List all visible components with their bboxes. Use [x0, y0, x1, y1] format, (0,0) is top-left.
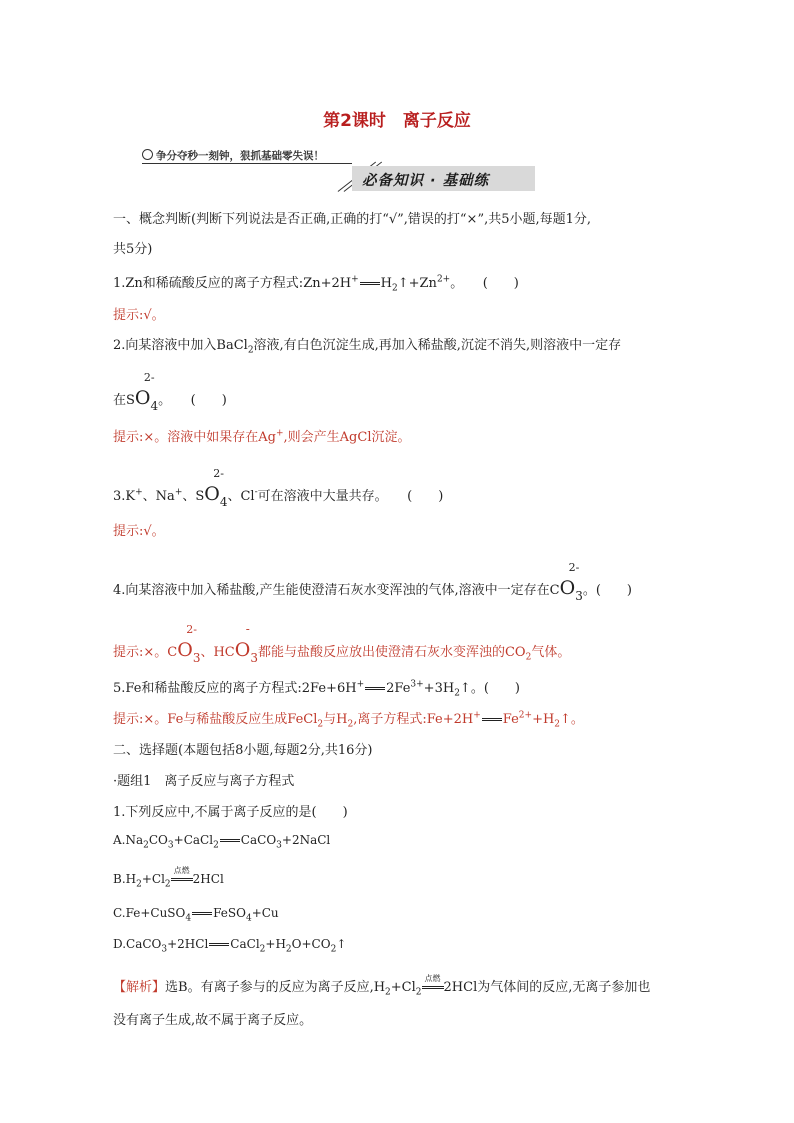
q1-stem: 1.Zn和稀硫酸反应的离子方程式:Zn+2H+ $H_2↑+Zn^{2+}$。 ( )	[113, 274, 519, 294]
mc1-option-b: $B.H_2+Cl_2$ 点燃 2HCl	[113, 866, 224, 890]
q4-hint: 提示:×。CO 2- 3、HCO - 3都能与盐酸反应放出使澄清石灰水变浑浊的$CO_2$气体。	[113, 622, 571, 665]
section-banner: 必备知识 · 基础练	[362, 173, 490, 189]
clock-icon	[142, 149, 153, 160]
equals-arrow-icon	[209, 943, 229, 946]
carbonate-ion: O 2- 3	[177, 623, 201, 665]
equals-arrow-icon	[220, 839, 240, 842]
mc1-stem: 1.下列反应中,不属于离子反应的是( )	[113, 805, 348, 820]
q5-stem: 5.Fe和稀盐酸反应的离子方程式:2Fe+6H+ $2Fe^{3+}+3H_2↑$。( )	[113, 679, 520, 699]
section1-heading-cont: 共5分)	[113, 242, 153, 257]
mc1-option-a: $A.Na_2CO_3+CaCl_2$ CaCO$_3$+2NaCl	[113, 833, 331, 851]
bicarbonate-ion: O - 3	[234, 622, 258, 665]
equals-arrow-icon	[365, 687, 385, 690]
q2-stem: 2.向某溶液中加入BaCl$_2$溶液,有白色沉淀生成,再加入稀盐酸,沉淀不消失,则溶液中一定存	[113, 338, 622, 356]
mc1-option-d: D.CaCO$_3$+2HCl $CaCl_2+H_2O+CO_2↑$	[113, 937, 347, 955]
slogan-text: 争分夺秒一刻钟，狠抓基础零失误！	[156, 150, 324, 162]
q1-hint: 提示:√。	[113, 308, 165, 323]
q5-hint: 提示:×。Fe与稀盐酸反应生成FeCl$_2$与$H_2$,离子方程式:Fe+2H+ $Fe^{2+}+H_2↑$。	[113, 710, 584, 730]
q2-hint: 提示:×。溶液中如果存在Ag+,则会产生AgCl沉淀。	[113, 428, 411, 445]
q4-stem: 4.向某溶液中加入稀盐酸,产生能使澄清石灰水变浑浊的气体,溶液中一定存在CO 2- 3。( )	[113, 561, 632, 603]
ignite-arrow-icon: 点燃	[422, 986, 444, 989]
analysis-label: 【解析】	[113, 980, 166, 995]
equals-arrow-icon	[482, 718, 502, 721]
mc1-analysis-cont: 没有离子生成,故不属于离子反应。	[113, 1013, 313, 1028]
mc1-analysis: 【解析】选B。有离子参与的反应为离子反应$,H_2+Cl_2$ 点燃 2HCl为气体间的反应,无离子参加也	[113, 974, 651, 998]
page-title: 第2课时 离子反应	[323, 111, 471, 131]
q3-hint: 提示:√。	[113, 524, 165, 539]
slogan	[142, 148, 324, 163]
q2-stem-cont: 在SO 2- 4。 ( )	[113, 371, 227, 413]
banner-divider	[142, 163, 352, 164]
section1-heading: 一、概念判断(判断下列说法是否正确,正确的打“√”,错误的打“×”,共5小题,每题1分,	[113, 212, 592, 227]
group1-heading: ·题组1 离子反应与离子方程式	[113, 774, 295, 789]
q3-stem: 3.K+、Na+、SO 2- 4、Cl-可在溶液中大量共存。 ( )	[113, 467, 444, 509]
carbonate-ion: O 2- 3	[559, 561, 583, 603]
equals-arrow-icon	[192, 912, 212, 915]
section2-heading: 二、选择题(本题包括8小题,每题2分,共16分)	[113, 743, 373, 758]
ignite-arrow-icon: 点燃	[171, 878, 193, 881]
sulfate-ion: O 2- 4	[134, 371, 159, 413]
sulfate-ion: O 2- 4	[204, 467, 228, 509]
equals-arrow-icon	[360, 282, 380, 285]
mc1-option-c: C.Fe+CuSO$_4$ FeSO$_4$+Cu	[113, 906, 279, 924]
